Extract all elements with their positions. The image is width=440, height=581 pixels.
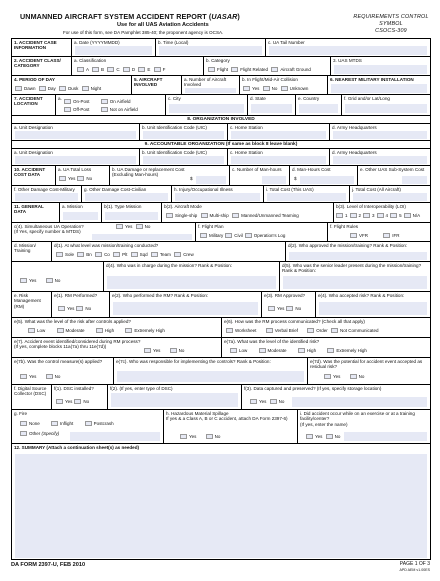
mission-brief-options: Yes No — [18, 278, 60, 283]
ua-damage-cost-cell: b. UA Damage or replacement Cost (Excluding Man-hours) $ — [110, 166, 230, 185]
storage-location-field[interactable] — [292, 397, 427, 407]
s9-uic-field[interactable] — [143, 156, 224, 164]
residual-accepted-cell: e(7d). Was the potential for accident event accepted as residual risk? Yes No — [310, 359, 423, 379]
aircraft-mode-cell: b(2). Aircraft Mode Single-ship Multi-ship Manned/Unmanned Teaming — [162, 203, 334, 222]
fire-none-checkbox[interactable] — [20, 421, 27, 426]
section-2-row — [12, 57, 430, 76]
collision-yes-checkbox[interactable] — [243, 86, 250, 91]
simultaneous-operation-row — [12, 223, 430, 242]
total-cost-uas-cell: i. Total Cost (This UAS) — [264, 186, 350, 202]
controls-applied-options: Yes No — [18, 374, 60, 379]
dawn-checkbox[interactable] — [15, 86, 22, 91]
event-identified-row — [12, 338, 430, 358]
identified-risk-level-cell: e(7a). What was the level of the identified risk? Low Moderate High Extremely High — [224, 339, 367, 353]
night-checkbox[interactable] — [82, 86, 89, 91]
controls-responsible-cell: e(7c). Who was responsible for implementing the controls? Rank & Position: — [114, 358, 308, 384]
level-crew-checkbox[interactable] — [174, 252, 181, 257]
level-plt-checkbox[interactable] — [113, 252, 120, 257]
controls-responsible-field[interactable] — [117, 371, 304, 382]
mum-teaming-checkbox[interactable] — [232, 213, 239, 218]
verbal-brief-checkbox[interactable] — [266, 328, 273, 333]
damage-military-field[interactable] — [15, 193, 78, 201]
order-checkbox[interactable] — [307, 328, 314, 333]
flight-plan-options: Military Civil Operation's Log — [198, 233, 285, 238]
uas-mtds-field[interactable] — [334, 65, 427, 74]
general-data-label: 11. GENERAL DATA — [12, 203, 60, 222]
class-f-checkbox[interactable] — [154, 67, 161, 72]
rm-performer-field[interactable] — [113, 302, 258, 315]
level-sole-checkbox[interactable] — [56, 252, 63, 257]
s8-unit-designation-cell: a. Unit Designation — [12, 124, 140, 140]
section-4-row — [12, 76, 430, 95]
control-measures-row — [12, 358, 430, 385]
location-type-cell: a. On-Post On Airfield Off-Post Not on Airfield — [56, 95, 166, 115]
simultaneous-op-field[interactable] — [92, 234, 192, 240]
flight-rules-cell: f. Flight Rules VFR IFR — [330, 224, 400, 238]
grid-latlong-field[interactable] — [345, 104, 427, 113]
grid-latlong-cell: f. Grid and/or Lat/Long — [342, 95, 430, 115]
collision-options: Yes No Unknown — [241, 86, 308, 91]
loi-options: 1 2 3 4 5 N/A — [334, 213, 420, 218]
rm-performed-no-checkbox[interactable] — [76, 306, 83, 311]
injury-cost-field[interactable] — [175, 193, 260, 201]
total-loss-yes-checkbox[interactable] — [59, 176, 66, 181]
section-1-label: 1. ACCIDENT CASE INFORMATION — [12, 39, 72, 56]
dsc-type-field[interactable] — [111, 393, 238, 407]
operations-log-checkbox[interactable] — [245, 233, 252, 238]
s9-army-hq-field[interactable] — [333, 156, 427, 164]
accident-location-label: 7. ACCIDENT LOCATION — [12, 95, 56, 115]
identified-extremely-high-checkbox[interactable] — [327, 348, 334, 353]
section-11-row — [12, 203, 430, 223]
event-identified-no-checkbox[interactable] — [170, 348, 177, 353]
identified-high-checkbox[interactable] — [298, 348, 305, 353]
total-loss-no-checkbox[interactable] — [77, 176, 84, 181]
single-ship-checkbox[interactable] — [166, 213, 173, 218]
section-10-row-b — [12, 186, 430, 203]
period-options: Dawn Day Dusk Night — [13, 86, 101, 91]
dsc-yes-checkbox[interactable] — [56, 399, 63, 404]
civil-plan-checkbox[interactable] — [225, 233, 232, 238]
exercise-options: Yes No — [304, 434, 340, 439]
rm-performer-cell: e(2). Who performed the RM? Rank & Position: — [110, 292, 262, 317]
risk-extremely-high-checkbox[interactable] — [125, 328, 132, 333]
hazmat-no-checkbox[interactable] — [206, 434, 213, 439]
event-identified-cell: e(7). Accident event identified/considered during RM process? (If yes, complete blocks 11a(7a) thru 11e(7d)) Yes No — [12, 338, 222, 357]
section-7-row — [12, 95, 430, 116]
page-info: PAGE 1 OF 3 APD AEM v1.00ES — [399, 561, 430, 572]
loi-5-checkbox[interactable] — [390, 213, 397, 218]
cost-data-label: 10. ACCIDENT COST DATA — [12, 166, 56, 185]
ua-total-loss-cell: a. UA Total Loss Yes No — [56, 166, 110, 185]
s8-army-hq-cell: d. Army Headquarters — [330, 124, 430, 140]
tail-number-cell: c. UA Tail Number — [266, 39, 430, 56]
residual-accepted-options: Yes No — [322, 374, 364, 379]
city-field[interactable] — [169, 104, 244, 113]
dsc-installed-cell: f(1). DSC installed? Yes No — [52, 385, 108, 409]
dusk-checkbox[interactable] — [59, 86, 66, 91]
tail-number-field[interactable] — [269, 46, 427, 55]
section-9-row — [12, 149, 430, 166]
ua-damage-cost-field[interactable] — [196, 176, 226, 184]
exercise-name-field[interactable] — [344, 432, 427, 441]
risk-acceptor-field[interactable] — [319, 302, 427, 315]
residual-risk-row — [12, 318, 430, 338]
s8-army-hq-field[interactable] — [333, 131, 427, 139]
category-options: Flight Flight Related Aircraft Ground — [206, 67, 311, 72]
mission-approver-cell: d(2). Who approved the mission/training? Rank & Position: — [286, 242, 430, 261]
total-cost-all-field[interactable] — [353, 193, 427, 201]
not-on-airfield-checkbox[interactable] — [101, 107, 108, 112]
loi-1-checkbox[interactable] — [336, 213, 343, 218]
level-sqd-checkbox[interactable] — [131, 252, 138, 257]
vfr-checkbox[interactable] — [350, 233, 357, 238]
classification-cell: a. Classification A B C D E F — [72, 57, 204, 75]
s9-unit-designation-cell: a. Unit Designation — [12, 149, 140, 165]
category-flight-related-checkbox[interactable] — [231, 67, 238, 72]
fire-options: None Inflight Postcrash Other (Specify) — [18, 419, 114, 439]
identified-low-checkbox[interactable] — [230, 348, 237, 353]
event-identified-options: Yes No — [142, 348, 184, 353]
captured-yes-checkbox[interactable] — [250, 399, 257, 404]
dsc-label: f. Digital Source Collector (DSC) — [12, 385, 52, 409]
hazmat-cell: h. Hazardous Material Spillage If yes & a Class A, B or C accident, attach DA Form 2397-6) Yes No — [164, 410, 298, 443]
brief-no-checkbox[interactable] — [46, 278, 53, 283]
rm-approved-yes-checkbox[interactable] — [268, 306, 275, 311]
time-cell: b. Time (Local) — [156, 39, 266, 56]
form-header — [0, 0, 440, 38]
mid-air-collision-cell: b. In Flight/Mid-Air Collision Yes No Unknown — [240, 76, 328, 94]
dsc-row — [12, 385, 430, 410]
rm-performed-cell: e(1). RM Performed? Yes No — [52, 292, 110, 317]
s8-uic-cell: b. Unit Identification Code (UIC) — [140, 124, 228, 140]
rm-approved-no-checkbox[interactable] — [286, 306, 293, 311]
date-field[interactable] — [75, 46, 152, 55]
captured-no-checkbox[interactable] — [270, 399, 277, 404]
rm-approved-options: Yes No — [266, 306, 301, 311]
accountable-organization-header: 9. ACCOUNTABLE ORGANIZATION (If same as block 8 leave blank) — [12, 141, 430, 149]
nearest-installation-field[interactable] — [331, 84, 427, 93]
simultaneous-no-checkbox[interactable] — [136, 224, 143, 229]
not-communicated-checkbox[interactable] — [331, 328, 338, 333]
rm-performed-yes-checkbox[interactable] — [58, 306, 65, 311]
risk-management-row — [12, 292, 430, 318]
class-a-checkbox[interactable] — [77, 67, 84, 72]
loi-2-checkbox[interactable] — [350, 213, 357, 218]
damage-military-cell: f. Other Damage Cost-Military — [12, 186, 82, 202]
dsc-type-cell: f(2). (If yes, enter type of DSC) — [108, 385, 242, 409]
type-mission-field[interactable] — [105, 212, 158, 220]
worksheet-checkbox[interactable] — [226, 328, 233, 333]
injury-cost-cell: h. Injury/Occupational Illness — [172, 186, 264, 202]
mission-cell: a. Mission — [60, 203, 102, 222]
loi-na-checkbox[interactable] — [404, 213, 411, 218]
hazmat-options: Yes No — [178, 434, 220, 439]
fire-specify-field[interactable] — [70, 432, 160, 441]
rm-performed-options: Yes No — [56, 306, 91, 311]
class-options: A B C D E F — [75, 67, 165, 72]
flight-plan-cell: f. Flight Plan Military Civil Operation's Log — [196, 223, 328, 241]
fire-hazmat-row — [12, 410, 430, 444]
damage-civilian-field[interactable] — [85, 193, 168, 201]
controls-no-checkbox[interactable] — [46, 374, 53, 379]
mission-field[interactable] — [63, 212, 98, 220]
form-instruction: For use of this form, see DA Pamphlet 385-40; the proponent agency is OCSA. — [63, 30, 224, 35]
form-title: UNMANNED AIRCRAFT SYSTEM ACCIDENT REPORT (UASAR) — [20, 12, 240, 21]
level-team-checkbox[interactable] — [151, 252, 158, 257]
risk-management-label: e. Risk Management (RM) — [12, 292, 52, 317]
time-field[interactable] — [159, 46, 262, 55]
off-post-checkbox[interactable] — [64, 107, 71, 112]
country-cell: e. Country — [296, 95, 342, 115]
mode-options: Single-ship Multi-ship Manned/Unmanned Teaming — [164, 213, 299, 218]
s9-army-hq-cell: d. Army Headquarters — [330, 149, 430, 165]
risk-moderate-checkbox[interactable] — [57, 328, 64, 333]
period-of-day-cell: 4. PERIOD OF DAY Dawn Day Dusk Night — [12, 76, 132, 94]
city-cell: c. City — [166, 95, 248, 115]
residual-yes-checkbox[interactable] — [324, 374, 331, 379]
s8-uic-field[interactable] — [143, 131, 224, 139]
risk-level-options: Low Moderate High Extremely High — [26, 328, 165, 333]
exercise-cell: i. Did accident occur while on an exercise or at a training facility/center? (If yes, enter the name) Yes No — [298, 410, 430, 443]
loi-3-checkbox[interactable] — [363, 213, 370, 218]
mission-brief-cell — [12, 262, 104, 291]
category-aircraft-ground-checkbox[interactable] — [271, 67, 278, 72]
uas-mtds-cell: 3. UAS MTDS — [331, 57, 430, 75]
s9-uic-cell: b. Unit Identification Code (UIC) — [140, 149, 228, 165]
aircraft-involved-label: 5. AIRCRAFT INVOLVED — [132, 76, 182, 94]
brief-yes-checkbox[interactable] — [20, 278, 27, 283]
dsc-installed-options: Yes No — [54, 399, 89, 404]
collision-no-checkbox[interactable] — [263, 86, 270, 91]
man-hours-cost-field[interactable] — [300, 176, 354, 184]
data-captured-cell: f(3). Data captured and preserved? (If yes, specify storage location) Yes No — [242, 385, 430, 409]
s8-home-station-cell: c. Home Station — [228, 124, 330, 140]
mission-approver-field[interactable] — [289, 252, 427, 260]
mission-brief-row — [12, 262, 430, 292]
controls-yes-checkbox[interactable] — [20, 374, 27, 379]
training-level-options: Sole Bn Co Plt Sqd Team Crew — [54, 252, 194, 257]
form-subtitle: Use for all UAS Aviation Accidents — [117, 22, 209, 28]
identified-risk-options: Low Moderate High Extremely High — [228, 348, 367, 353]
level-co-checkbox[interactable] — [95, 252, 102, 257]
day-checkbox[interactable] — [39, 86, 46, 91]
collision-unknown-checkbox[interactable] — [281, 86, 288, 91]
s9-unit-designation-field[interactable] — [15, 156, 136, 164]
class-b-checkbox[interactable] — [92, 67, 99, 72]
loi-cell: b(3). Level of Interoperability (LOI) 1 2 3 4 5 N/A — [336, 204, 421, 218]
location-options: On-Post On Airfield Off-Post Not on Airfield — [62, 98, 138, 114]
summary-label: 12. SUMMARY (Attach a continuation sheet(s) as needed) — [14, 445, 140, 450]
section-10-row-a — [12, 166, 430, 186]
s8-unit-designation-field[interactable] — [15, 131, 136, 139]
military-plan-checkbox[interactable] — [200, 233, 207, 238]
class-c-checkbox[interactable] — [107, 67, 114, 72]
man-hours-cell: c. Number of Man-hours — [230, 166, 290, 185]
risk-low-checkbox[interactable] — [28, 328, 35, 333]
ua-total-loss-options: Yes No — [57, 176, 92, 181]
mission-training-label: d. Mission/ Training — [12, 242, 52, 261]
fire-postcrash-checkbox[interactable] — [85, 421, 92, 426]
residual-no-checkbox[interactable] — [350, 374, 357, 379]
country-field[interactable] — [299, 104, 338, 113]
rm-approved-cell: e(3). RM Approved? Yes No — [262, 292, 316, 317]
number-of-aircraft-field[interactable] — [185, 88, 236, 93]
summary-field[interactable] — [15, 454, 427, 558]
damage-civilian-cell: g. Other Damage Cost-Civilian — [82, 186, 172, 202]
category-flight-checkbox[interactable] — [208, 67, 215, 72]
class-e-checkbox[interactable] — [138, 67, 145, 72]
rm-communicated-options: Worksheet Verbal Brief Order Not Communicated — [224, 328, 379, 333]
accident-form — [11, 38, 431, 560]
number-of-aircraft-cell: a. Number of Aircraft Involved — [182, 76, 240, 94]
simultaneous-op-cell: c(4). Simultaneous UA Operation? (If Yes, specify number & MTDS) Yes No — [12, 223, 196, 241]
hazmat-yes-checkbox[interactable] — [180, 434, 187, 439]
requirements-control-symbol: REQUIREMENTS CONTROL SYMBOL CSOCS-309 — [353, 14, 429, 34]
type-mission-cell: b(1). Type Mission — [102, 203, 162, 222]
controls-applied-cell: e(7b). Was the control measure(s) applied? Yes No — [12, 358, 114, 384]
s8-home-station-field[interactable] — [231, 131, 326, 139]
organization-involved-header: 8. ORGANIZATION INVOLVED — [12, 116, 430, 124]
man-hours-field[interactable] — [262, 176, 286, 184]
nearest-installation-cell: 6. NEAREST MILITARY INSTALLATION — [328, 76, 430, 94]
level-bn-checkbox[interactable] — [77, 252, 84, 257]
senior-leader-field[interactable] — [283, 276, 427, 289]
risk-level-cell: e(5). What was the level of the risk after controls applied? Low Moderate High Extremely High — [12, 318, 222, 337]
exercise-no-checkbox[interactable] — [326, 434, 333, 439]
loi-4-checkbox[interactable] — [377, 213, 384, 218]
data-captured-options: Yes No — [248, 399, 284, 404]
ifr-checkbox[interactable] — [383, 233, 390, 238]
s9-home-station-field[interactable] — [231, 156, 326, 164]
mission-training-row — [12, 242, 430, 262]
risk-high-checkbox[interactable] — [96, 328, 103, 333]
dsc-no-checkbox[interactable] — [74, 399, 81, 404]
in-charge-field[interactable] — [107, 276, 276, 289]
section-8-row — [12, 124, 430, 141]
section-1-row — [12, 39, 430, 57]
senior-leader-cell: d(5). Who was the senior leader present during the mission/training? Rank & Position: — [280, 262, 430, 291]
training-level-cell: d(1). At what level was mission/training conducted? Sole Bn Co Plt Sqd Team Crew — [52, 242, 286, 261]
event-identified-yes-checkbox[interactable] — [144, 348, 151, 353]
man-hours-cost-cell: d. Man-Hours Cost $ — [290, 166, 358, 185]
in-charge-cell: d(4). Who was in charge during the mission? Rank & Position: — [104, 262, 280, 291]
on-airfield-checkbox[interactable] — [101, 99, 108, 104]
date-cell: a. Date (YYYYMMDD) — [72, 39, 156, 56]
class-d-checkbox[interactable] — [123, 67, 130, 72]
fire-other-checkbox[interactable] — [20, 431, 27, 436]
identified-moderate-checkbox[interactable] — [259, 348, 266, 353]
multi-ship-checkbox[interactable] — [201, 213, 208, 218]
s9-home-station-cell: c. Home Station — [228, 149, 330, 165]
subsystem-cost-field[interactable] — [402, 176, 427, 184]
form-number: DA FORM 2397-U, FEB 2010 — [11, 562, 86, 568]
total-cost-uas-field[interactable] — [267, 193, 346, 201]
exercise-yes-checkbox[interactable] — [306, 434, 313, 439]
rm-communicated-cell: e(6). How was the RM process communicated? (Check all that apply) Worksheet Verbal Brief Order Not Communicated — [224, 319, 379, 333]
simultaneous-yes-checkbox[interactable] — [116, 224, 123, 229]
state-cell: d. State — [248, 95, 296, 115]
simultaneous-op-options: Yes No — [114, 224, 150, 229]
total-cost-all-cell: j. Total Cost (All Aircraft) — [350, 186, 430, 202]
fire-cell: g. Fire None Inflight Postcrash Other (Specify) — [12, 410, 164, 443]
section-2-label: 2. ACCIDENT CLASS/ CATEGORY — [12, 57, 72, 75]
risk-acceptor-cell: e(4). Who accepted risk? Rank & Position: — [316, 292, 430, 317]
state-field[interactable] — [251, 104, 292, 113]
category-cell: b. Category Flight Flight Related Aircraft Ground — [204, 57, 331, 75]
flight-rules-options: VFR IFR — [348, 233, 400, 238]
on-post-checkbox[interactable] — [64, 99, 71, 104]
fire-inflight-checkbox[interactable] — [51, 421, 58, 426]
subsystem-cost-cell: e. Other UAS Sub-System Cost — [358, 166, 430, 185]
